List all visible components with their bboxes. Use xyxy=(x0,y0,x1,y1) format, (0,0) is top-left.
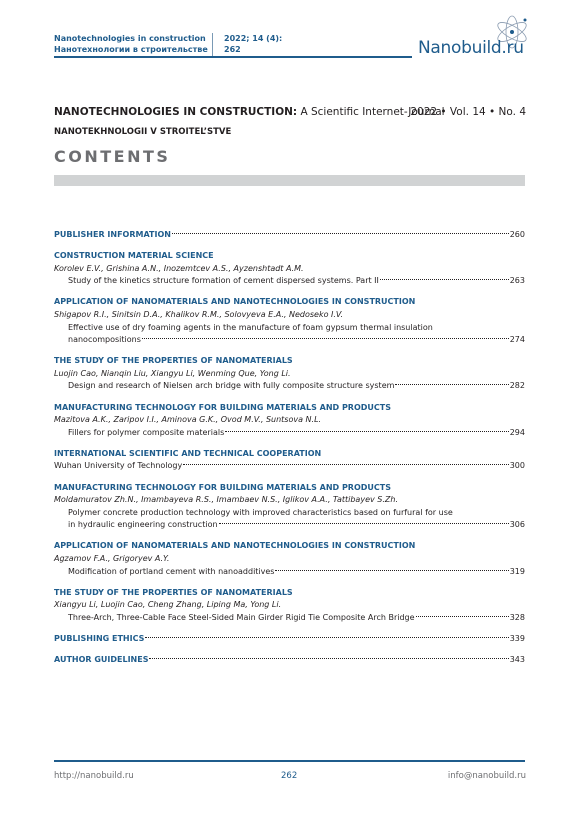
footer-rule xyxy=(54,760,525,762)
header-rule xyxy=(54,56,412,58)
leader-dots xyxy=(395,384,508,385)
leader-dots xyxy=(142,338,509,339)
volume-line2: 262 xyxy=(224,45,241,54)
journal-title-name: NANOTECHNOLOGIES IN CONSTRUCTION: xyxy=(54,106,298,118)
toc-authors: Xiangyu Li, Luojin Cao, Cheng Zhang, Liping Ma, Yong Li. xyxy=(54,600,282,610)
toc-entry xyxy=(54,229,525,242)
grey-bar xyxy=(54,175,525,186)
leader-dots xyxy=(416,616,509,617)
toc-authors: Agzamov F.A., Grigoryev A.Y. xyxy=(54,553,170,563)
volume-line1: 2022; 14 (4): xyxy=(224,34,283,43)
logo-text: Nanobuild.ru xyxy=(418,38,524,58)
toc-page-number: 294 xyxy=(509,427,525,437)
toc-page-number: 319 xyxy=(509,566,525,576)
toc-article-title[interactable]: Wuhan University of Technology xyxy=(54,461,183,471)
leader-dots xyxy=(183,464,508,465)
toc-section-title: MANUFACTURING TECHNOLOGY FOR BUILDING MATERIALS AND PRODUCTS xyxy=(54,402,391,412)
journal-issue: 2022 • Vol. 14 • No. 4 xyxy=(410,106,526,118)
leader-dots xyxy=(380,279,509,280)
toc-page-number: 339 xyxy=(509,633,525,643)
toc-page-number: 263 xyxy=(509,276,525,286)
toc-article-title[interactable]: Study of the kinetics structure formation of cement dispersed systems. Part II xyxy=(68,276,379,286)
toc-section-title: MANUFACTURING TECHNOLOGY FOR BUILDING MATERIALS AND PRODUCTS xyxy=(54,482,391,492)
leader-dots xyxy=(172,233,509,234)
toc-article-title-cont[interactable]: nanocompositions xyxy=(68,335,141,345)
toc-entry xyxy=(54,250,525,288)
toc-page-number: 300 xyxy=(509,461,525,471)
volume-header xyxy=(224,33,282,55)
footer-page-number: 262 xyxy=(281,771,298,781)
contents-heading: CONTENTS xyxy=(54,147,171,166)
toc-entry xyxy=(54,633,525,646)
toc-section-title[interactable]: AUTHOR GUIDELINES xyxy=(54,655,149,665)
toc-page-number: 328 xyxy=(509,612,525,622)
toc-section-title[interactable]: PUBLISHER INFORMATION xyxy=(54,230,171,239)
toc-entry xyxy=(54,448,525,473)
toc-article-title-cont[interactable]: in hydraulic engineering construction xyxy=(68,520,218,530)
leader-dots xyxy=(275,570,508,571)
toc-entry xyxy=(54,540,525,578)
toc-authors: Moldamuratov Zh.N., Imambayeva R.S., Imambaev N.S., Iglikov A.A., Tattibayev S.Zh. xyxy=(54,495,398,505)
toc-section-title: APPLICATION OF NANOMATERIALS AND NANOTECHNOLOGIES IN CONSTRUCTION xyxy=(54,297,416,307)
toc-article-title[interactable]: Design and research of Nielsen arch bridge with fully composite structure system xyxy=(68,381,395,391)
toc-authors: Luojin Cao, Nianqin Liu, Xiangyu Li, Wenming Que, Yong Li. xyxy=(54,368,291,378)
journal-title xyxy=(54,106,445,118)
toc-section-title: CONSTRUCTION MATERIAL SCIENCE xyxy=(54,251,214,261)
toc-article-title[interactable]: Three-Arch, Three-Cable Face Steel-Sided Main Girder Rigid Tie Composite Arch Bridge xyxy=(68,612,415,622)
toc-page-number: 274 xyxy=(509,335,525,345)
leader-dots xyxy=(149,658,508,659)
toc-section-title: THE STUDY OF THE PROPERTIES OF NANOMATERIALS xyxy=(54,587,293,597)
leader-dots xyxy=(219,523,509,524)
footer-email[interactable]: info@nanobuild.ru xyxy=(447,771,526,781)
toc-entry xyxy=(54,482,525,532)
toc-article-title[interactable]: Effective use of dry foaming agents in the manufacture of foam gypsum thermal insulation xyxy=(68,322,433,332)
toc-section-title: APPLICATION OF NANOMATERIALS AND NANOTECHNOLOGIES IN CONSTRUCTION xyxy=(54,541,416,551)
journal-name-header xyxy=(54,33,208,55)
toc-page-number: 260 xyxy=(509,230,525,239)
toc-entry xyxy=(54,654,525,667)
toc-entry xyxy=(54,587,525,625)
toc-entry xyxy=(54,355,525,393)
toc-authors: Mazitova A.K., Zaripov I.I., Aminova G.K., Ovod M.V., Suntsova N.L. xyxy=(54,415,322,425)
toc-article-title[interactable]: Modification of portland cement with nanoadditives xyxy=(68,566,275,576)
toc-page-number: 306 xyxy=(509,520,525,530)
toc-entry xyxy=(54,296,525,346)
toc-section-title: THE STUDY OF THE PROPERTIES OF NANOMATERIALS xyxy=(54,356,293,366)
toc-entry xyxy=(54,402,525,440)
journal-name-en: Nanotechnologies in construction xyxy=(54,34,206,43)
table-of-contents xyxy=(54,229,525,675)
toc-article-title[interactable]: Fillers for polymer composite materials xyxy=(68,427,225,437)
toc-section-title[interactable]: PUBLISHING ETHICS xyxy=(54,633,145,643)
journal-translit: NANOTEKHNOLOGII V STROITEL’STVE xyxy=(54,127,232,137)
toc-section-title: INTERNATIONAL SCIENTIFIC AND TECHNICAL COOPERATION xyxy=(54,448,322,458)
header-divider xyxy=(212,33,213,57)
toc-authors: Korolev E.V., Grishina A.N., Inozemtcev A.S., Ayzenshtadt A.M. xyxy=(54,263,304,273)
leader-dots xyxy=(145,637,508,638)
toc-article-title[interactable]: Polymer concrete production technology with improved characteristics based on furfural for use xyxy=(68,507,453,517)
toc-authors: Shigapov R.I., Sinitsin D.A., Khalikov R.M., Solovyeva E.A., Nedoseko I.V. xyxy=(54,309,344,319)
toc-page-number: 343 xyxy=(509,655,525,665)
toc-page-number: 282 xyxy=(509,381,525,391)
footer-url[interactable]: http://nanobuild.ru xyxy=(54,771,134,781)
journal-title-desc: A Scientific Internet-Journal xyxy=(297,106,445,118)
journal-name-ru: Нанотехнологии в строительстве xyxy=(54,45,208,54)
leader-dots xyxy=(225,431,508,432)
